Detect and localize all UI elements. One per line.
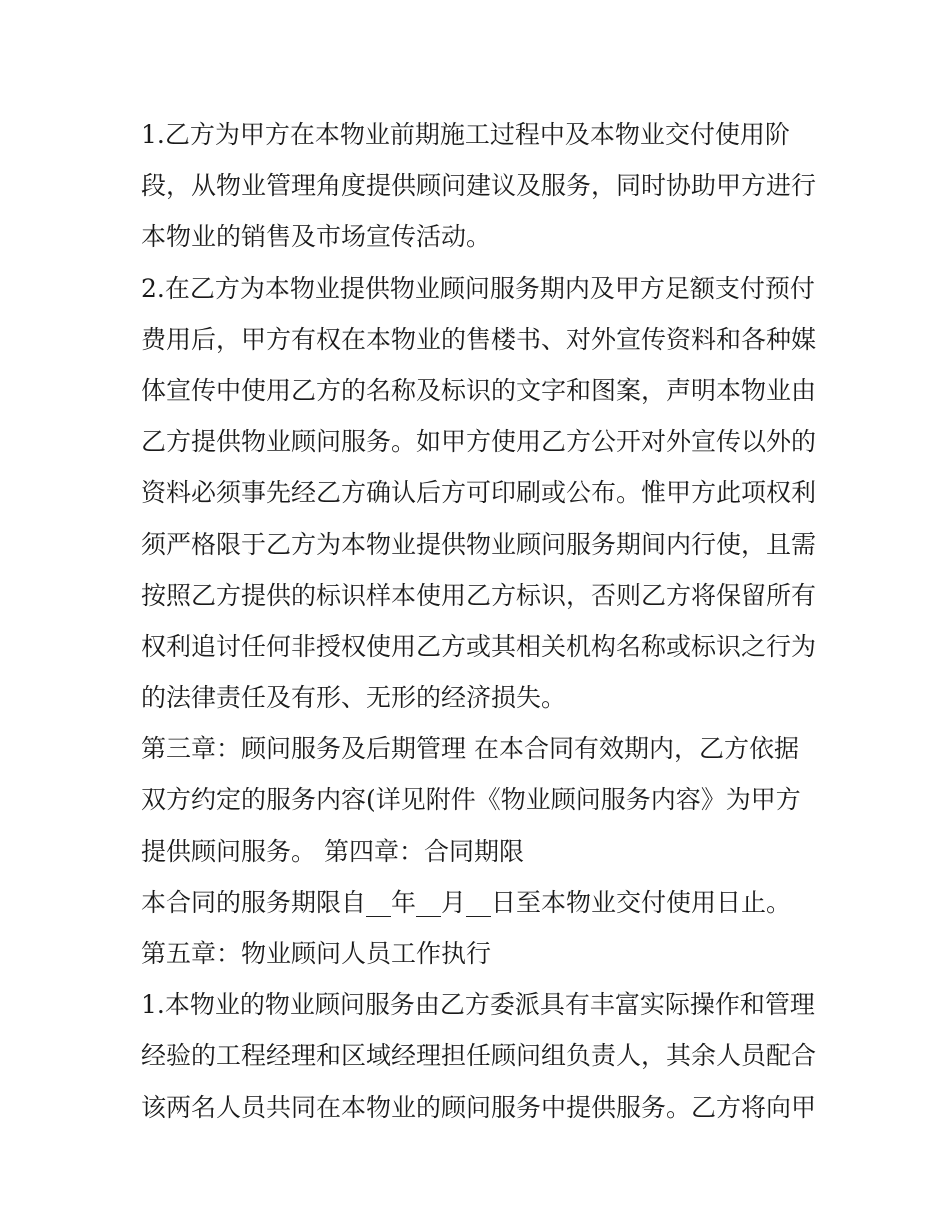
text-line: 本合同的服务期限自__年__月__日至本物业交付使用日止。 xyxy=(141,887,792,917)
text-line: 按照乙方提供的标识样本使用乙方标识，否则乙方将保留所有 xyxy=(141,580,817,610)
text-line: 双方约定的服务内容(详见附件《物业顾问服务内容》为甲方 xyxy=(141,785,801,815)
text-line: 本物业的销售及市场宣传活动。 xyxy=(141,222,492,252)
text-line: 1.乙方为甲方在本物业前期施工过程中及本物业交付使用阶 xyxy=(141,120,790,149)
text-line: 1.本物业的物业顾问服务由乙方委派具有丰富实际操作和管理 xyxy=(141,990,815,1020)
text-line: 的法律责任及有形、无形的经济损失。 xyxy=(141,683,567,713)
text-line: 2.在乙方为本物业提供物业顾问服务期内及甲方足额支付预付 xyxy=(141,273,815,303)
chapter-3-line: 第三章：顾问服务及后期管理 在本合同有效期内，乙方依据 xyxy=(141,734,799,764)
text-line: 该两名人员共同在本物业的顾问服务中提供服务。乙方将向甲 xyxy=(141,1092,817,1122)
chapter-4-line: 提供顾问服务。 第四章：合同期限 xyxy=(141,836,524,866)
document-body xyxy=(141,109,821,1133)
text-line: 资料必须事先经乙方确认后方可印刷或公布。惟甲方此项权利 xyxy=(141,478,817,508)
text-line: 费用后，甲方有权在本物业的售楼书、对外宣传资料和各种媒 xyxy=(141,324,817,354)
chapter-5-heading: 第五章：物业顾问人员工作执行 xyxy=(141,939,492,968)
text-line: 须严格限于乙方为本物业提供物业顾问服务期间内行使，且需 xyxy=(141,529,817,559)
text-line: 权利追讨任何非授权使用乙方或其相关机构名称或标识之行为 xyxy=(141,631,817,661)
text-line: 体宣传中使用乙方的名称及标识的文字和图案，声明本物业由 xyxy=(141,375,817,405)
text-line: 乙方提供物业顾问服务。如甲方使用乙方公开对外宣传以外的 xyxy=(141,427,817,457)
text-line: 段，从物业管理角度提供顾问建议及服务，同时协助甲方进行 xyxy=(141,171,817,201)
text-line: 经验的工程经理和区域经理担任顾问组负责人，其余人员配合 xyxy=(141,1041,817,1071)
